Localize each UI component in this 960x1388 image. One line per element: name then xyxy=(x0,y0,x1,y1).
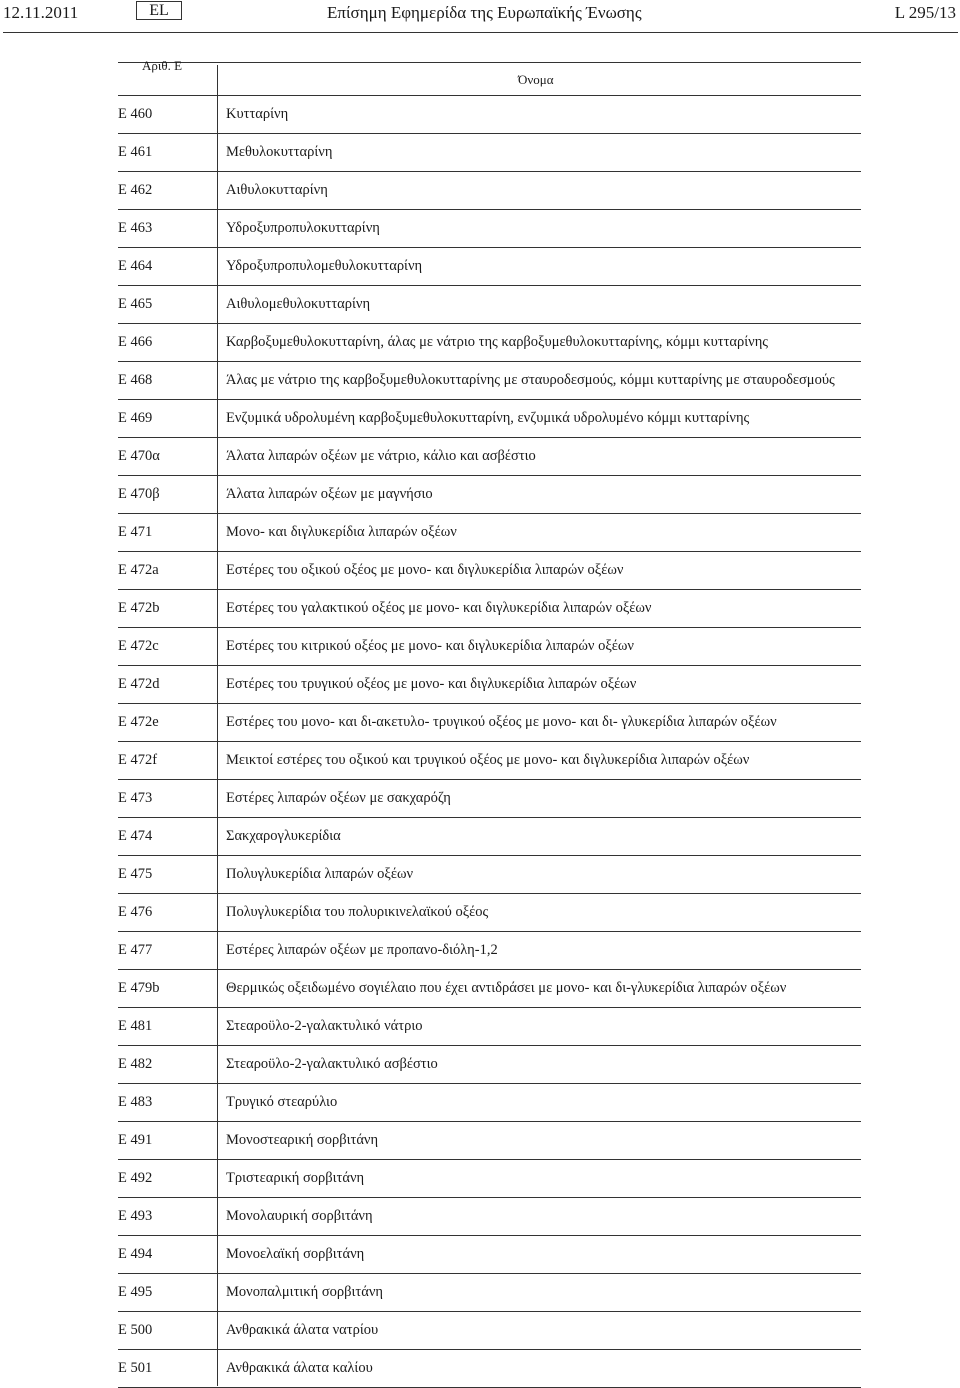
additive-name: Εστέρες του μονο- και δι-ακετυλο- τρυγικού οξέος με μονο- και δι- γλυκερίδια λιπαρών οξέων xyxy=(226,714,777,730)
additive-code: E 472b xyxy=(118,600,160,616)
additive-name: Μονοστεαρική σορβιτάνη xyxy=(226,1132,379,1148)
table-row xyxy=(118,932,861,970)
table-row xyxy=(118,742,861,780)
additive-code: E 468 xyxy=(118,372,153,388)
additive-code: E 493 xyxy=(118,1208,153,1224)
additive-name: Εστέρες του κιτρικού οξέος με μονο- και διγλυκερίδια λιπαρών οξέων xyxy=(226,638,634,654)
table-row xyxy=(118,96,861,134)
additive-code: E 473 xyxy=(118,790,153,806)
additive-code: E 494 xyxy=(118,1246,153,1262)
additive-code: E 466 xyxy=(118,334,153,350)
additive-code: E 482 xyxy=(118,1056,153,1072)
table-row xyxy=(118,476,861,514)
additive-name: Ανθρακικά άλατα καλίου xyxy=(226,1360,373,1376)
header-divider xyxy=(3,32,958,33)
additive-name: Αιθυλομεθυλοκυτταρίνη xyxy=(226,296,371,312)
additive-name: Μονοελαϊκή σορβιτάνη xyxy=(226,1246,365,1262)
additive-name: Τρυγικό στεαρύλιο xyxy=(226,1094,338,1110)
table-row xyxy=(118,666,861,704)
additive-code: E 472f xyxy=(118,752,158,768)
additive-name: Αιθυλοκυτταρίνη xyxy=(226,182,328,198)
additive-name: Εστέρες λιπαρών οξέων με προπανο-διόλη-1,2 xyxy=(226,942,498,958)
table-row xyxy=(118,780,861,818)
additive-code: E 492 xyxy=(118,1170,153,1186)
publication-date: 12.11.2011 xyxy=(3,3,79,22)
additive-name: Υδροξυπροπυλοκυτταρίνη xyxy=(226,220,380,236)
additive-code: E 501 xyxy=(118,1360,153,1376)
additive-code: E 472c xyxy=(118,638,159,654)
page-header xyxy=(0,0,960,36)
language-badge: EL xyxy=(136,1,182,20)
additive-code: E 475 xyxy=(118,866,153,882)
table-row xyxy=(118,514,861,552)
additive-name: Πολυγλυκερίδια του πολυρικινελαϊκού οξέος xyxy=(226,904,489,920)
additive-code: E 491 xyxy=(118,1132,153,1148)
table-row xyxy=(118,1312,861,1350)
additive-name: Άλατα λιπαρών οξέων με μαγνήσιο xyxy=(226,486,433,502)
additive-code: E 463 xyxy=(118,220,153,236)
additive-name: Σακχαρογλυκερίδια xyxy=(226,828,341,844)
table-row xyxy=(118,590,861,628)
additive-name: Πολυγλυκερίδια λιπαρών οξέων xyxy=(226,866,414,882)
table-header-row xyxy=(118,58,861,96)
page-reference: L 295/13 xyxy=(894,3,956,22)
table-row xyxy=(118,552,861,590)
table-row xyxy=(118,818,861,856)
table-row xyxy=(118,172,861,210)
additive-name: Μονο- και διγλυκερίδια λιπαρών οξέων xyxy=(226,524,457,540)
additive-code: E 464 xyxy=(118,258,153,274)
table-row xyxy=(118,1046,861,1084)
additive-code: E 465 xyxy=(118,296,153,312)
additive-name: Μονολαυρική σορβιτάνη xyxy=(226,1208,373,1224)
table-row xyxy=(118,324,861,362)
table-row xyxy=(118,286,861,324)
additive-code: E 472d xyxy=(118,676,160,692)
additive-code: E 476 xyxy=(118,904,153,920)
additive-code: E 481 xyxy=(118,1018,153,1034)
additive-name: Εστέρες λιπαρών οξέων με σακχαρόζη xyxy=(226,790,451,806)
additive-code: E 469 xyxy=(118,410,153,426)
additive-name: Εστέρες του τρυγικού οξέος με μονο- και διγλυκερίδια λιπαρών οξέων xyxy=(226,676,637,692)
table-row xyxy=(118,704,861,742)
table-row xyxy=(118,1350,861,1388)
table-row xyxy=(118,856,861,894)
table-row xyxy=(118,970,861,1008)
additive-code: E 474 xyxy=(118,828,153,844)
table-row xyxy=(118,1236,861,1274)
additive-name: Άλατα λιπαρών οξέων με νάτριο, κάλιο και ασβέστιο xyxy=(226,448,536,464)
additive-code: E 461 xyxy=(118,144,153,160)
additive-name: Ανθρακικά άλατα νατρίου xyxy=(226,1322,379,1338)
table-row xyxy=(118,210,861,248)
journal-title: Επίσημη Εφημερίδα της Ευρωπαϊκής Ένωσης xyxy=(327,3,642,22)
additive-name: Εστέρες του γαλακτικού οξέος με μονο- και διγλυκερίδια λιπαρών οξέων xyxy=(226,600,652,616)
additive-name: Άλας με νάτριο της καρβοξυμεθυλοκυτταρίνης με σταυροδεσμούς, κόμμι κυτταρίνης με σταυροδεσμούς xyxy=(226,372,835,388)
table-row xyxy=(118,438,861,476)
table-row xyxy=(118,1274,861,1312)
additive-name: Τριστεαρική σορβιτάνη xyxy=(226,1170,365,1186)
additive-code: E 483 xyxy=(118,1094,153,1110)
table-row xyxy=(118,628,861,666)
table-row xyxy=(118,1198,861,1236)
table-row xyxy=(118,1122,861,1160)
additive-code: E 462 xyxy=(118,182,153,198)
additive-name: Εστέρες του οξικού οξέος με μονο- και διγλυκερίδια λιπαρών οξέων xyxy=(226,562,624,578)
additive-name: Θερμικώς οξειδωμένο σογιέλαιο που έχει αντιδράσει με μονο- και δι-γλυκερίδια λιπαρών οξέων xyxy=(226,980,787,996)
additive-code: E 460 xyxy=(118,106,153,122)
additive-name: Στεαροϋλο-2-γαλακτυλικό ασβέστιο xyxy=(226,1056,438,1072)
additive-name: Υδροξυπροπυλομεθυλοκυτταρίνη xyxy=(226,258,423,274)
table-row xyxy=(118,400,861,438)
additive-name: Ενζυμικά υδρολυμένη καρβοξυμεθυλοκυτταρίνη, ενζυμικά υδρολυμένο κόμμι κυτταρίνης xyxy=(226,410,750,426)
additive-code: E 470α xyxy=(118,448,160,464)
additive-code: E 471 xyxy=(118,524,153,540)
additive-code: E 495 xyxy=(118,1284,153,1300)
table-row xyxy=(118,1160,861,1198)
table-row xyxy=(118,362,861,400)
additive-code: E 500 xyxy=(118,1322,153,1338)
additive-name: Μεθυλοκυτταρίνη xyxy=(226,144,333,160)
additive-name: Κυτταρίνη xyxy=(226,106,289,122)
additives-table xyxy=(118,58,861,1388)
table-row xyxy=(118,1008,861,1046)
column-header-code: Αριθ. Ε xyxy=(142,58,183,73)
table-row xyxy=(118,894,861,932)
table-row xyxy=(118,248,861,286)
additive-name: Μεικτοί εστέρες του οξικού και τρυγικού οξέος με μονο- και διγλυκερίδια λιπαρών οξέων xyxy=(226,752,750,768)
additive-name: Μονοπαλμιτική σορβιτάνη xyxy=(226,1284,383,1300)
column-header-name: Όνομα xyxy=(518,72,554,87)
additive-code: E 470β xyxy=(118,486,160,502)
table-row xyxy=(118,1084,861,1122)
additive-code: E 472e xyxy=(118,714,159,730)
additive-code: E 472a xyxy=(118,562,159,578)
additive-name: Καρβοξυμεθυλοκυτταρίνη, άλας με νάτριο της καρβοξυμεθυλοκυτταρίνης, κόμμι κυτταρίνης xyxy=(226,334,769,350)
table-row xyxy=(118,134,861,172)
additive-code: E 477 xyxy=(118,942,153,958)
additive-name: Στεαροϋλο-2-γαλακτυλικό νάτριο xyxy=(226,1018,423,1034)
additive-code: E 479b xyxy=(118,980,160,996)
